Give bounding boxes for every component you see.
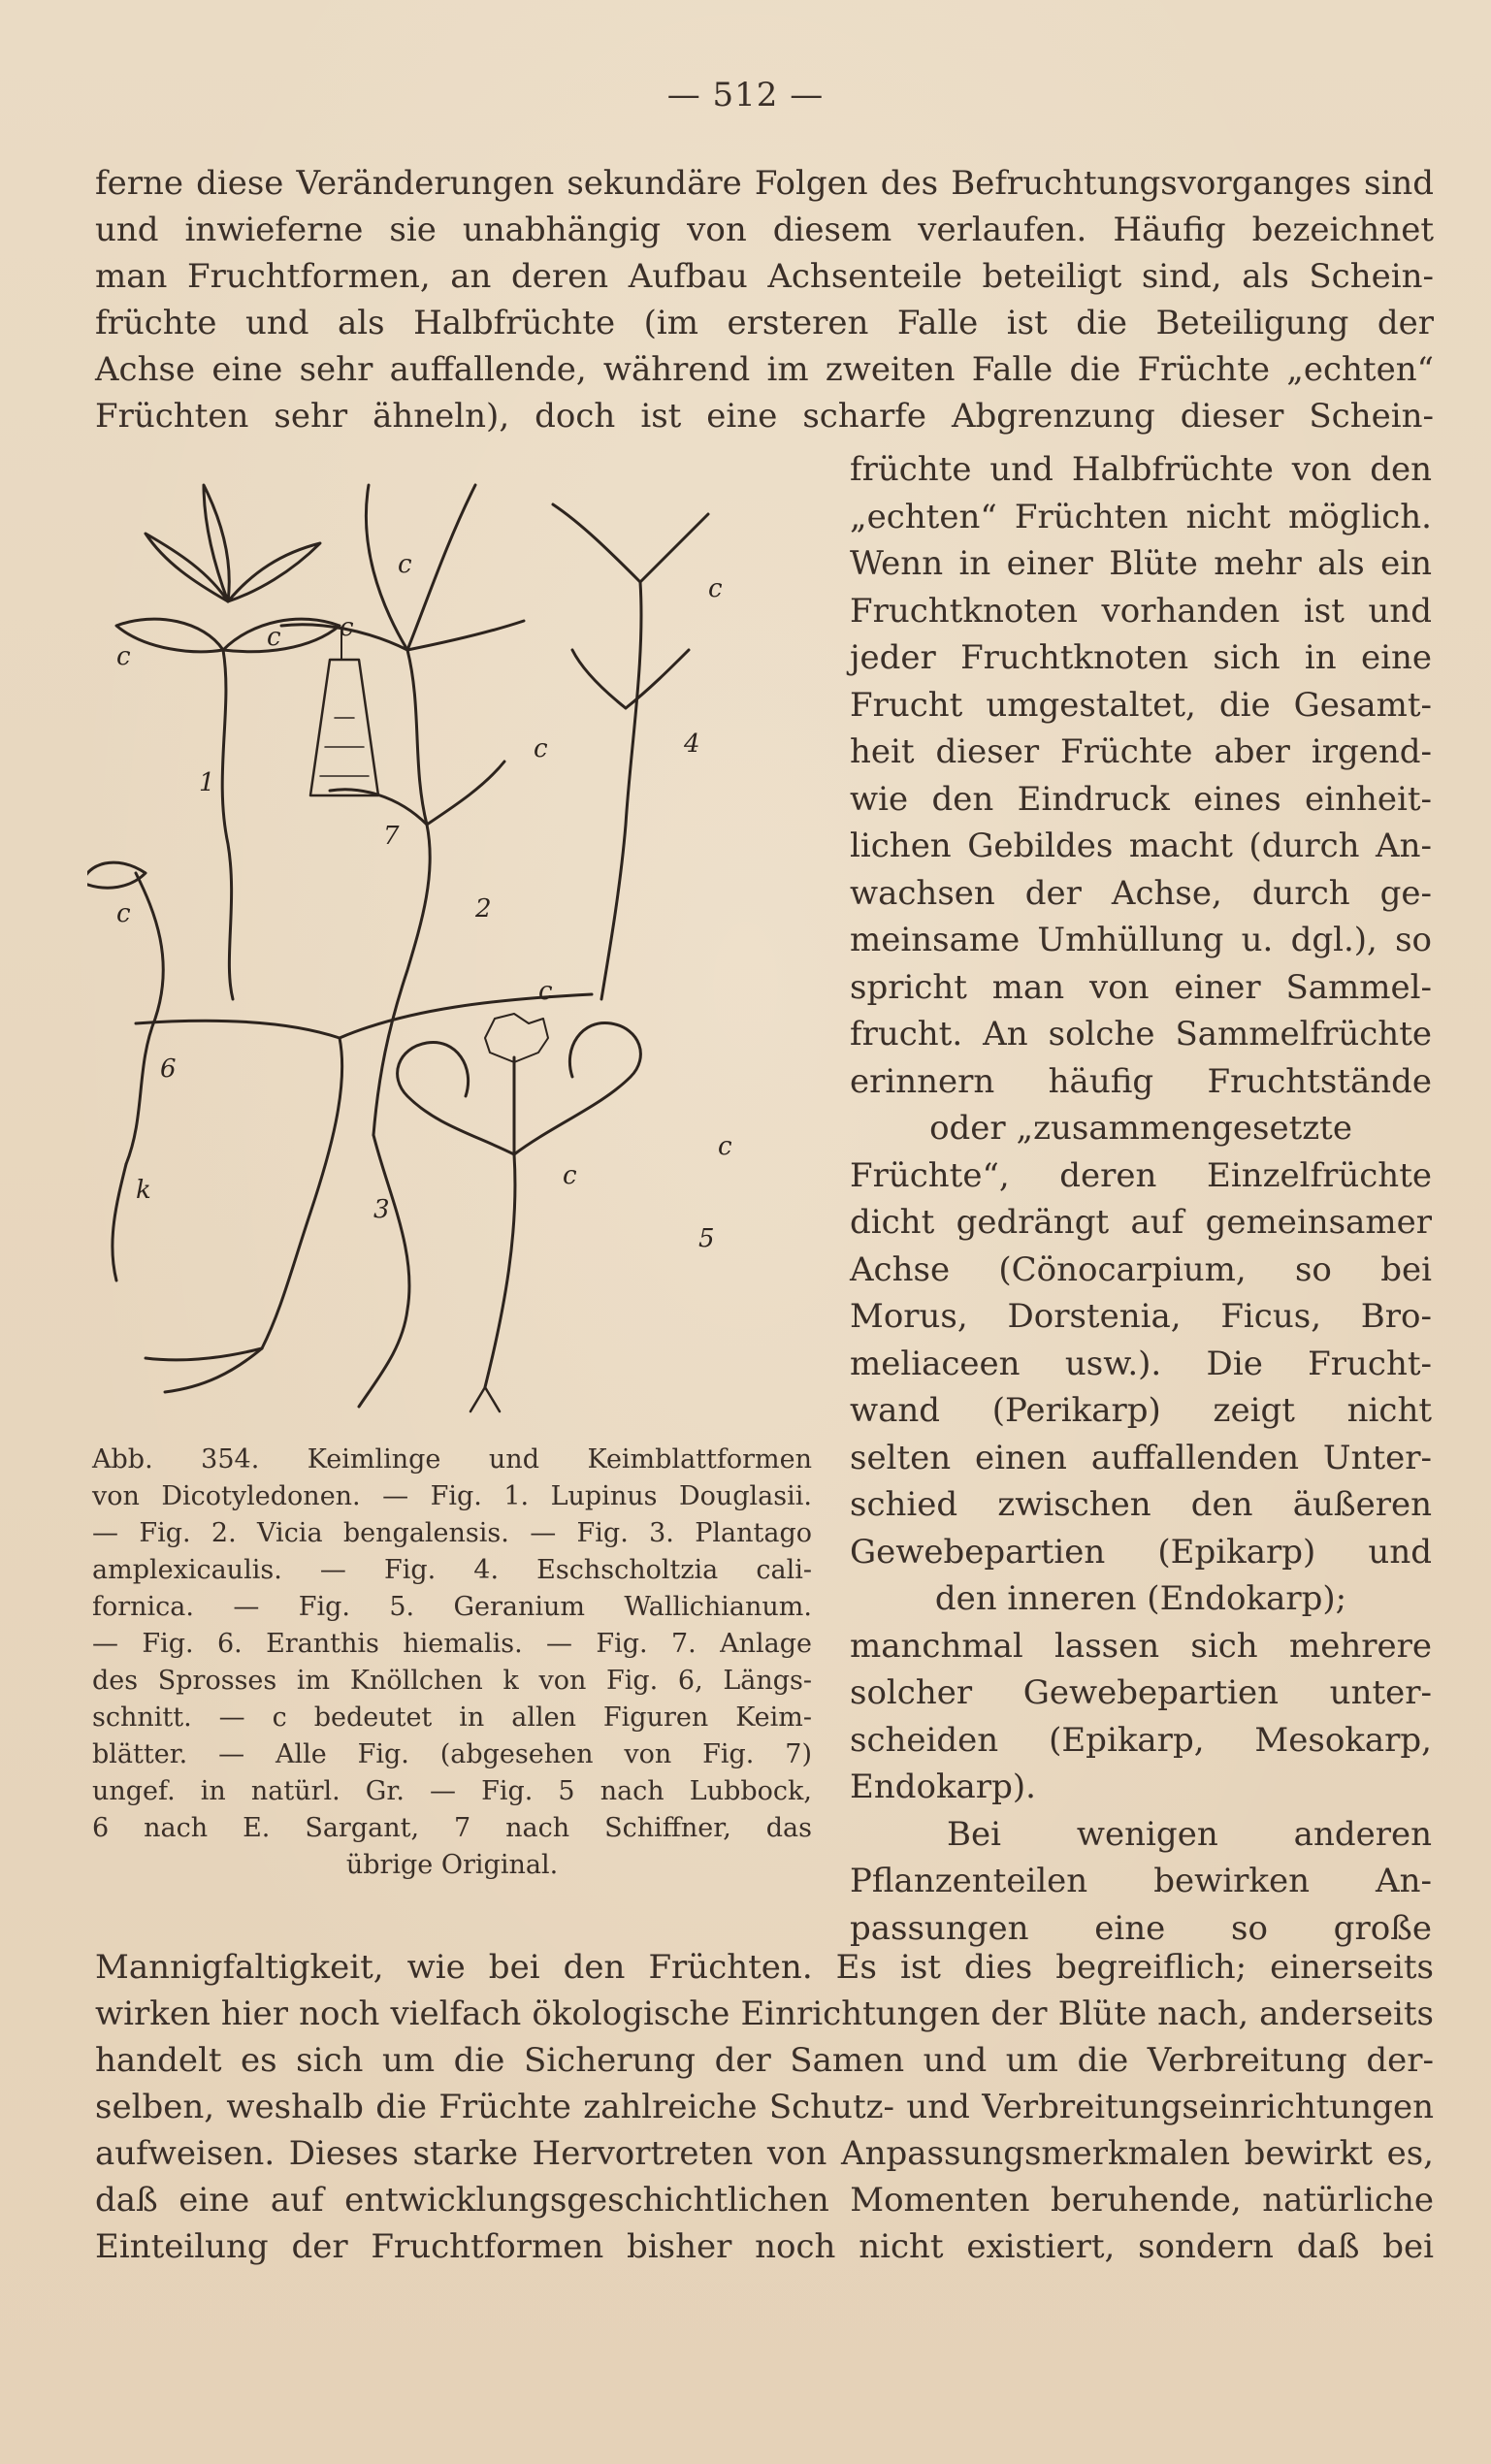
- caption-line: fornica. — Fig. 5. Geranium Wallichianum.: [92, 1592, 812, 1622]
- figure-label: 7: [383, 822, 400, 851]
- figure-label: c: [708, 574, 723, 603]
- figure-label: c: [116, 899, 131, 928]
- text-line: frucht. An solche Sammelfrüchte: [850, 1015, 1432, 1054]
- fig2-leaf: [427, 762, 504, 825]
- text-line: Wenn in einer Blüte mehr als ein: [850, 544, 1432, 583]
- caption-line: übrige Original.: [345, 1850, 559, 1880]
- text-line: man Fruchtformen, an deren Aufbau Achsenteile beteiligt sind, als Schein-: [95, 257, 1434, 296]
- text-line: heit dieser Früchte aber irgend-: [850, 732, 1432, 771]
- figure-label: 4: [684, 729, 700, 759]
- text-line: Bei wenigen anderen: [947, 1814, 1432, 1854]
- figure-label: 3: [373, 1195, 390, 1224]
- text-line: früchte und als Halbfrüchte (im ersteren Falle ist die Beteiligung der: [95, 304, 1434, 342]
- fig1-stem: [222, 650, 233, 999]
- text-line: wachsen der Achse, durch ge-: [850, 873, 1432, 913]
- text-line: Pflanzenteilen bewirken An-: [850, 1862, 1432, 1900]
- figure-label: c: [718, 1132, 732, 1161]
- fig1-leaf: [204, 485, 229, 601]
- fig3-leaf: [136, 1021, 340, 1038]
- fig5-stem: [485, 1154, 515, 1387]
- text-line: solcher Gewebepartien unter-: [850, 1673, 1432, 1712]
- text-line: daß eine auf entwicklungsgeschichtlichen Momenten beruhende, natürliche: [95, 2181, 1434, 2220]
- figure-label: 1: [199, 768, 215, 797]
- right-column-text: [850, 446, 1432, 1952]
- figure-label: c: [267, 623, 281, 652]
- fig7-section: [310, 660, 378, 795]
- fig4-leaf: [572, 650, 626, 708]
- text-line: Frucht umgestaltet, die Gesamt-: [850, 685, 1432, 725]
- text-line: meliaceen usw.). Die Frucht-: [850, 1344, 1432, 1383]
- text-line: Fruchtknoten vorhanden ist und: [850, 591, 1432, 631]
- figure-label: c: [398, 550, 412, 579]
- fig2-stem: [373, 650, 430, 1135]
- text-line: jeder Fruchtknoten sich in eine: [850, 638, 1432, 677]
- fig1-leaf: [223, 619, 340, 652]
- fig5-leaf: [514, 1022, 640, 1154]
- text-line: wirken hier noch vielfach ökologische Einrichtungen der Blüte nach, anderseits: [95, 1994, 1434, 2033]
- text-line: Früchten sehr ähneln), doch ist eine scharfe Abgrenzung dieser Schein-: [95, 397, 1434, 436]
- text-line: Achse eine sehr auffallende, während im zweiten Falle die Früchte „echten“: [95, 350, 1434, 389]
- fig3-stem: [262, 1038, 342, 1348]
- fig3-root: [146, 1348, 262, 1360]
- figure-label: k: [136, 1176, 151, 1205]
- text-line: oder „zusammengesetzte: [929, 1109, 1352, 1148]
- top-paragraph: [95, 160, 1434, 439]
- caption-line: blätter. — Alle Fig. (abgesehen von Fig. 7): [92, 1739, 812, 1769]
- seedlings-figure: [87, 456, 825, 1426]
- caption-line: schnitt. — c bedeutet in allen Figuren Keim-: [92, 1702, 812, 1733]
- text-line: „echten“ Früchten nicht möglich.: [850, 497, 1432, 536]
- text-line: spricht man von einer Sammel-: [850, 967, 1432, 1007]
- text-line: meinsame Umhüllung u. dgl.), so: [850, 921, 1432, 959]
- bottom-paragraph: [95, 1944, 1434, 2270]
- text-line: dicht gedrängt auf gemeinsamer: [850, 1203, 1432, 1242]
- text-line: selben, weshalb die Früchte zahlreiche Schutz- und Verbreitungseinrichtungen: [95, 2088, 1434, 2126]
- fig2-leaf: [407, 621, 524, 650]
- fig4-leaf: [553, 504, 640, 582]
- fig5-leaf: [398, 1042, 514, 1154]
- text-line: wand (Perikarp) zeigt nicht: [850, 1391, 1432, 1430]
- text-line: früchte und Halbfrüchte von den: [850, 450, 1432, 489]
- page-number: — 512 —: [666, 76, 825, 114]
- fig1-leaf: [228, 543, 320, 601]
- text-line: lichen Gebildes macht (durch An-: [850, 827, 1432, 865]
- figure-label: c: [563, 1161, 577, 1190]
- text-line: den inneren (Endokarp);: [934, 1579, 1347, 1618]
- caption-line: — Fig. 6. Eranthis hiemalis. — Fig. 7. Anlage: [92, 1629, 812, 1659]
- text-line: Endokarp).: [850, 1767, 1036, 1806]
- figure-label: c: [340, 613, 354, 642]
- figure-caption: [92, 1442, 812, 1884]
- text-line: aufweisen. Dieses starke Hervortreten von Anpassungsmerkmalen bewirkt es,: [95, 2134, 1434, 2173]
- fig6-stem: [126, 873, 163, 1164]
- fig2-leaf: [407, 485, 475, 650]
- text-line: manchmal lassen sich mehrere: [850, 1626, 1432, 1666]
- caption-line: Abb. 354. Keimlinge und Keimblattformen: [92, 1444, 812, 1475]
- text-line: Morus, Dorstenia, Ficus, Bro-: [850, 1297, 1432, 1336]
- fig4-leaf: [626, 650, 689, 708]
- caption-line: des Sprosses im Knöllchen k von Fig. 6, Längs-: [92, 1666, 812, 1696]
- figure-label: c: [538, 977, 553, 1006]
- text-line: handelt es sich um die Sicherung der Samen und um die Verbreitung der-: [95, 2041, 1434, 2080]
- text-line: erinnern häufig Fruchtstände: [850, 1061, 1432, 1101]
- fig5-leaf-blade: [485, 1014, 548, 1062]
- text-line: Achse (Cönocarpium, so bei: [850, 1249, 1432, 1289]
- caption-line: ungef. in natürl. Gr. — Fig. 5 nach Lubbock,: [92, 1776, 812, 1806]
- caption-line: 6 nach E. Sargant, 7 nach Schiffner, das: [92, 1813, 812, 1843]
- fig4-stem: [601, 582, 641, 999]
- fig4-leaf: [640, 514, 708, 582]
- fig6-root: [113, 1164, 126, 1281]
- figure-label: 5: [698, 1224, 715, 1253]
- figure-label: c: [534, 734, 548, 763]
- text-line: schied zwischen den äußeren: [850, 1485, 1432, 1524]
- figure-label: c: [116, 642, 131, 671]
- fig3-root: [165, 1348, 262, 1392]
- fig3-leaf: [340, 994, 592, 1038]
- text-line: Gewebepartien (Epikarp) und: [850, 1532, 1432, 1572]
- text-line: selten einen auffallenden Unter-: [850, 1438, 1432, 1477]
- text-line: passungen eine so große: [850, 1908, 1432, 1948]
- text-line: und inwieferne sie unabhängig von diesem verlaufen. Häufig bezeichnet: [95, 211, 1434, 249]
- text-line: ferne diese Veränderungen sekundäre Folgen des Befruchtungsvorganges sind: [95, 164, 1434, 203]
- text-line: scheiden (Epikarp, Mesokarp,: [850, 1720, 1432, 1760]
- text-line: Früchte“, deren Einzelfrüchte: [850, 1155, 1432, 1195]
- caption-line: von Dicotyledonen. — Fig. 1. Lupinus Douglasii.: [92, 1481, 812, 1511]
- figure-label: 6: [160, 1054, 177, 1084]
- caption-line: amplexicaulis. — Fig. 4. Eschscholtzia cali-: [92, 1555, 812, 1585]
- fig2-root: [359, 1135, 409, 1407]
- caption-line: — Fig. 2. Vicia bengalensis. — Fig. 3. Plantago: [92, 1518, 812, 1548]
- text-line: Einteilung der Fruchtformen bisher noch nicht existiert, sondern daß bei: [95, 2227, 1434, 2266]
- text-line: wie den Eindruck eines einheit-: [850, 779, 1432, 819]
- figure-label: 2: [475, 894, 492, 924]
- text-line: Mannigfaltigkeit, wie bei den Früchten. Es ist dies begreiflich; einerseits: [95, 1948, 1434, 1987]
- fig1-leaf: [116, 619, 223, 652]
